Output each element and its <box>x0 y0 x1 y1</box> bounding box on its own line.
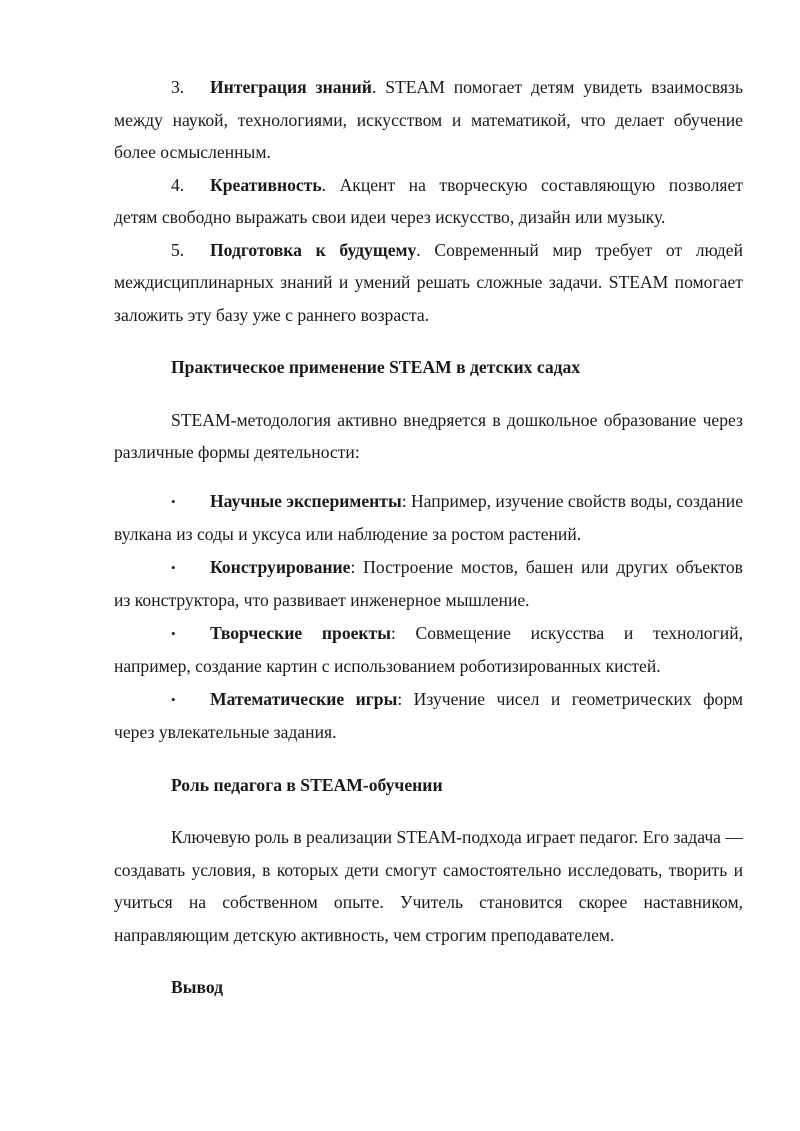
section-body-teacher: Ключевую роль в реализации STEAM-подхода играет педагог. Его задача — создавать условия, в которых дети смогут самостоятельно исследовать, творить и учиться на собственном опыте. Учитель становится скорее наставником, направляющим детскую активность, чем строгим преподавателем. <box>114 827 743 945</box>
list-number: 3. <box>171 77 185 97</box>
list-item-4 <box>114 169 743 234</box>
bullet-term: Конструирование <box>210 556 351 577</box>
section-heading-practical: Практическое применение STEAM в детских садах <box>171 357 581 377</box>
bullet-icon: • <box>171 559 176 575</box>
bullet-icon: • <box>171 691 176 707</box>
bullet-term: Математические игры <box>210 688 398 709</box>
bullet-item <box>114 485 743 551</box>
list-term: Подготовка к будущему <box>210 239 417 260</box>
list-text: . Современный мир требует от людей междисциплинарных знаний и умений решать сложные задачи. STEAM помогает заложить эту базу уже с раннего возраста. <box>114 239 743 325</box>
bullet-text: : Совмещение искусства и технологий, например, создание картин с использованием роботизированных кистей. <box>114 622 744 676</box>
bullet-text: : Изучение чисел и геометрических форм через увлекательные задания. <box>114 688 743 742</box>
list-number: 5. <box>171 239 185 260</box>
bullet-icon: • <box>171 625 176 641</box>
bullet-icon: • <box>171 493 176 509</box>
list-text: . Акцент на творческую составляющую позволяет детям свободно выражать свои идеи через искусство, дизайн или музыку. <box>114 174 743 227</box>
section-intro: STEAM-методология активно внедряется в дошкольное образование через различные формы деятельности: <box>114 409 743 462</box>
list-item-5 <box>114 234 743 332</box>
bullet-item <box>114 683 743 749</box>
list-term: Креативность <box>210 174 322 195</box>
section-heading-teacher: Роль педагога в STEAM-обучении <box>171 774 443 795</box>
list-item-3 <box>114 71 743 169</box>
section-heading-conclusion: Вывод <box>171 977 224 997</box>
list-number: 4. <box>171 174 185 195</box>
bullet-term: Творческие проекты <box>210 622 391 643</box>
list-text: . STEAM помогает детям увидеть взаимосвязь между наукой, технологиями, искусством и математикой, что делает обучение более осмысленным. <box>114 77 743 162</box>
list-term: Интеграция знаний <box>210 77 372 97</box>
bullet-text: : Построение мостов, башен или других объектов из конструктора, что развивает инженерное мышление. <box>114 556 743 610</box>
bullet-text: : Например, изучение свойств воды, создание вулкана из соды и уксуса или наблюдение за ростом растений. <box>114 490 744 544</box>
bullet-term: Научные эксперименты <box>210 490 402 511</box>
bullet-item <box>114 551 743 617</box>
bullet-item <box>114 617 743 683</box>
